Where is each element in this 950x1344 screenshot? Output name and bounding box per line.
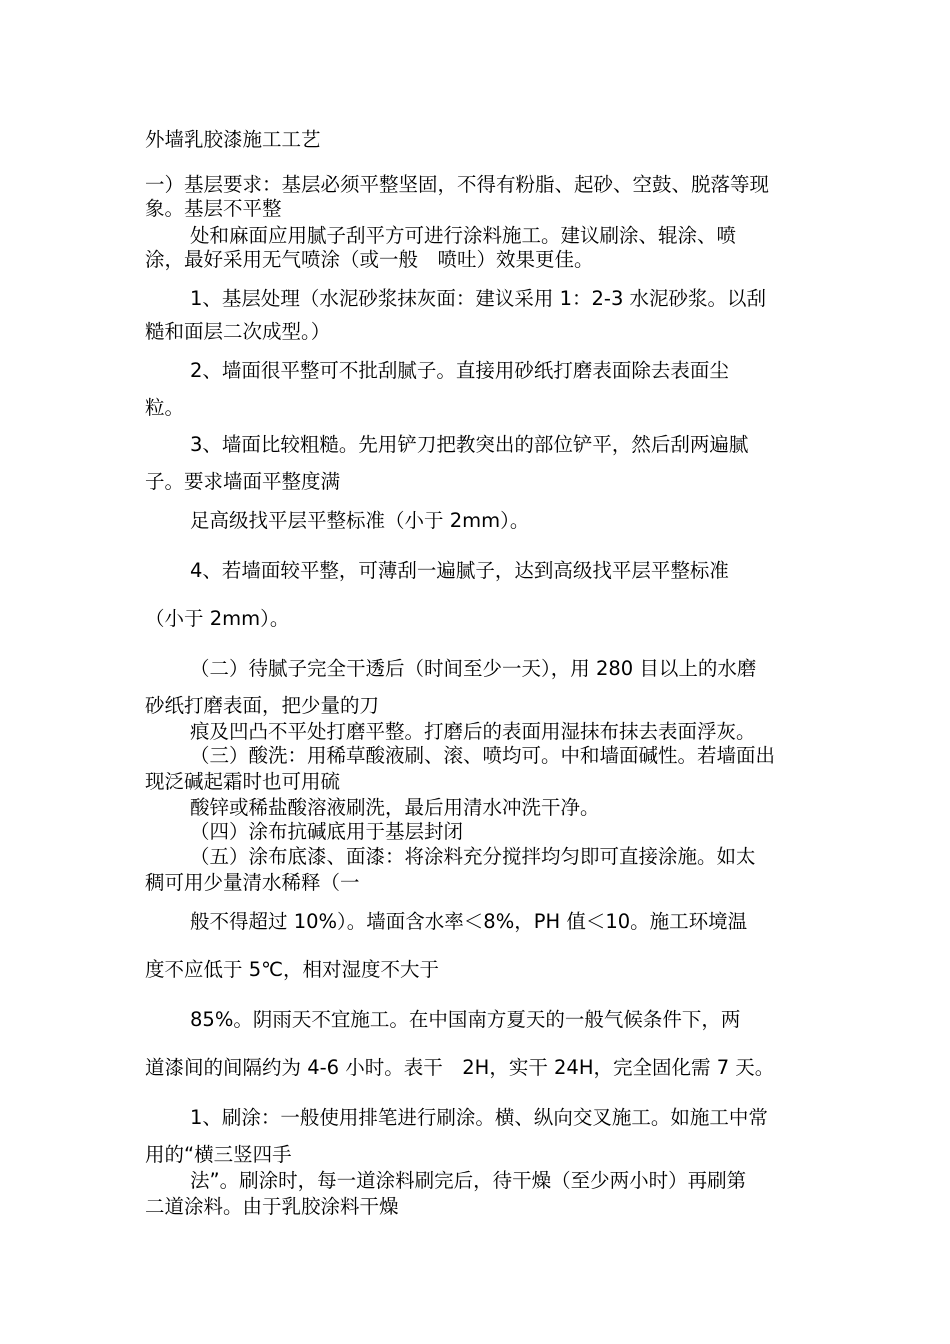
text-line: 现泛碱起霜时也可用硫 [145, 770, 341, 793]
text-line: （小于 2mm）。 [145, 607, 290, 630]
text-line: 1、刷涂：一般使用排笔进行刷涂。横、纵向交叉施工。如施工中常 [190, 1106, 768, 1129]
text-line: 痕及凹凸不平处打磨平整。打磨后的表面用湿抹布抹去表面浮灰。 [190, 720, 756, 743]
text-line: 4、若墙面较平整，可薄刮一遍腻子，达到高级找平层平整标准 [190, 559, 729, 582]
text-line: 85%。阴雨天不宜施工。在中国南方夏天的一般气候条件下，两 [190, 1008, 741, 1031]
text-line: 砂纸打磨表面，把少量的刀 [145, 694, 380, 717]
text-line: （四）涂布抗碱底用于基层封闭 [190, 820, 464, 843]
text-line: 般不得超过 10%）。墙面含水率＜8%，PH 值＜10。施工环境温 [190, 910, 748, 933]
text-line: 处和麻面应用腻子刮平方可进行涂料施工。建议刷涂、辊涂、喷 [190, 224, 737, 247]
text-line: 足高级找平层平整标准（小于 2mm）。 [190, 509, 530, 532]
text-line: 象。基层不平整 [145, 197, 282, 220]
text-line: 一）基层要求：基层必须平整坚固，不得有粉脂、起砂、空鼓、脱落等现 [145, 173, 770, 196]
text-line: 粒。 [145, 396, 185, 419]
text-line: 糙和面层二次成型。） [145, 320, 331, 343]
text-line: 1、基层处理（水泥砂浆抹灰面：建议采用 1：2-3 水泥砂浆。以刮 [190, 287, 767, 310]
text-line: 2、墙面很平整可不批刮腻子。直接用砂纸打磨表面除去表面尘 [190, 359, 729, 382]
text-line: 度不应低于 5℃，相对湿度不大于 [145, 958, 440, 981]
text-line: 涂，最好采用无气喷涂（或一般 喷吐）效果更佳。 [145, 248, 594, 271]
text-line: （二）待腻子完全干透后（时间至少一天），用 280 目以上的水磨 [190, 657, 757, 680]
document-title: 外墙乳胶漆施工工艺 [145, 128, 321, 151]
text-line: 稠可用少量清水稀释（一 [145, 871, 360, 894]
text-line: 二道涂料。由于乳胶涂料干燥 [145, 1195, 399, 1218]
text-line: 酸锌或稀盐酸溶液刷洗，最后用清水冲洗干净。 [190, 796, 600, 819]
text-line: 用的“横三竖四手 [145, 1143, 292, 1166]
text-line: 道漆间的间隔约为 4-6 小时。表干 2H，实干 24H，完全固化需 7 天。 [145, 1056, 775, 1079]
text-line: （五）涂布底漆、面漆：将涂料充分搅拌均匀即可直接涂施。如太 [190, 845, 756, 868]
text-line: 子。要求墙面平整度满 [145, 470, 341, 493]
text-line: 3、墙面比较粗糙。先用铲刀把教突出的部位铲平，然后刮两遍腻 [190, 433, 749, 456]
text-line: （三）酸洗：用稀草酸液刷、滚、喷均可。中和墙面碱性。若墙面出 [190, 744, 776, 767]
text-line: 法”。刷涂时，每一道涂料刷完后，待干燥（至少两小时）再刷第 [190, 1169, 747, 1192]
